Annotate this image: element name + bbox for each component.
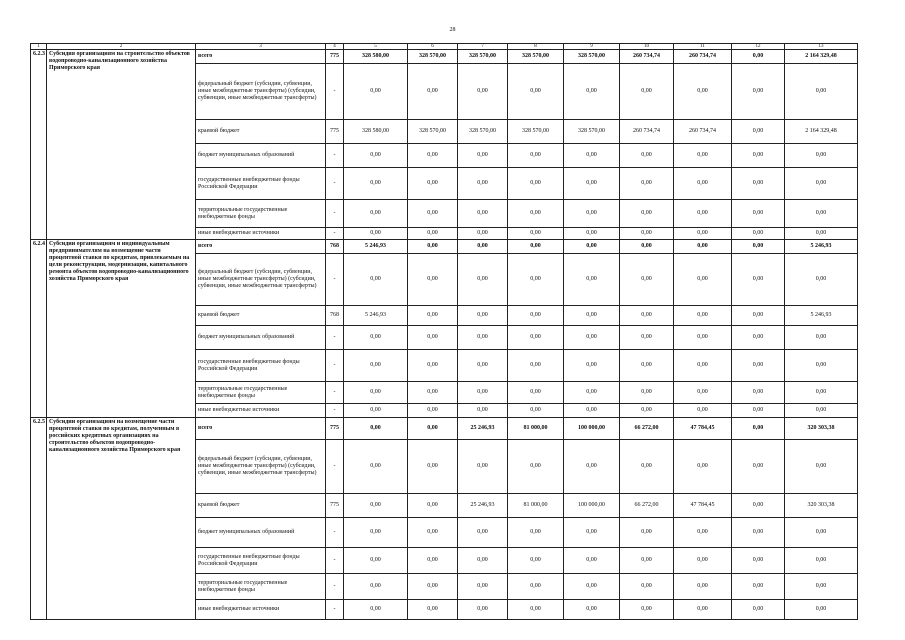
value-cell: 0,00 (458, 404, 508, 418)
value-cell: 0,00 (408, 404, 458, 418)
value-cell: 0,00 (732, 494, 785, 518)
value-cell: 0,00 (785, 440, 858, 494)
value-cell: 0,00 (732, 228, 785, 240)
value-cell: 100 000,00 (564, 494, 620, 518)
value-cell: 0,00 (508, 548, 564, 574)
value-cell: 0,00 (564, 240, 620, 254)
value-cell: 0,00 (564, 326, 620, 350)
value-cell: 0,00 (620, 64, 674, 120)
header-cell: 6 (408, 44, 458, 50)
value-cell: 0,00 (458, 574, 508, 600)
value-cell: 0,00 (620, 548, 674, 574)
admin-code: - (326, 600, 344, 620)
value-cell: 0,00 (408, 382, 458, 404)
funding-source: всего (196, 240, 326, 254)
funding-source: бюджет муниципальных образований (196, 326, 326, 350)
header-cell: 5 (344, 44, 408, 50)
table-row (31, 418, 858, 440)
measure-name: Субсидии организациям и индивидуальным предпринимателям на возмещение части процентной ставки по кредитам, привлекаемым на цели реконструкции, модернизации, капитального ремонта объектов водопроводно-канализационного хозяйства Приморского края (47, 240, 196, 418)
value-cell: 260 734,74 (620, 50, 674, 64)
value-cell: 0,00 (564, 600, 620, 620)
value-cell: 0,00 (732, 200, 785, 228)
funding-source: краевой бюджет (196, 120, 326, 144)
value-cell: 0,00 (620, 382, 674, 404)
admin-code: - (326, 574, 344, 600)
value-cell: 5 246,93 (344, 306, 408, 326)
measure-name: Субсидия организациям на строительство объектов водопроводно-канализационного хозяйства Приморского края (47, 50, 196, 240)
value-cell: 0,00 (785, 600, 858, 620)
value-cell: 0,00 (785, 518, 858, 548)
value-cell: 0,00 (408, 254, 458, 306)
value-cell: 260 734,74 (620, 120, 674, 144)
value-cell: 0,00 (458, 350, 508, 382)
value-cell: 0,00 (732, 240, 785, 254)
value-cell: 0,00 (674, 350, 732, 382)
budget-table (30, 43, 858, 620)
value-cell: 0,00 (344, 228, 408, 240)
value-cell: 0,00 (620, 440, 674, 494)
value-cell: 0,00 (674, 254, 732, 306)
table-row (31, 240, 858, 254)
funding-source: краевой бюджет (196, 306, 326, 326)
value-cell: 0,00 (458, 306, 508, 326)
measure-name: Субсидии организациям на возмещение части процентной ставки по кредитам, полученным в российских кредитных организациях на строительство объектов водопроводно-канализационного хозяйства Приморского края (47, 418, 196, 620)
value-cell: 66 272,00 (620, 418, 674, 440)
value-cell: 0,00 (408, 306, 458, 326)
value-cell: 0,00 (674, 382, 732, 404)
value-cell: 0,00 (344, 254, 408, 306)
value-cell: 0,00 (344, 382, 408, 404)
value-cell: 0,00 (620, 200, 674, 228)
value-cell: 0,00 (732, 600, 785, 620)
admin-code: 768 (326, 240, 344, 254)
value-cell: 0,00 (344, 440, 408, 494)
value-cell: 0,00 (458, 144, 508, 168)
value-cell: 0,00 (732, 144, 785, 168)
funding-source: иные внебюджетные источники (196, 404, 326, 418)
value-cell: 0,00 (674, 168, 732, 200)
value-cell: 0,00 (458, 64, 508, 120)
value-cell: 328 570,00 (458, 120, 508, 144)
value-cell: 260 734,74 (674, 120, 732, 144)
value-cell: 0,00 (732, 64, 785, 120)
row-code: 6.2.4 (31, 240, 47, 418)
funding-source: федеральный бюджет (субсидии, субвенции, иные межбюджетные трансферты) (субсидии, субвенции, иные межбюджетные трансферты) (196, 254, 326, 306)
value-cell: 0,00 (620, 600, 674, 620)
value-cell: 0,00 (674, 228, 732, 240)
value-cell: 0,00 (344, 168, 408, 200)
value-cell: 0,00 (458, 548, 508, 574)
row-code: 6.2.5 (31, 418, 47, 620)
value-cell: 0,00 (508, 518, 564, 548)
value-cell: 0,00 (620, 228, 674, 240)
value-cell: 0,00 (785, 548, 858, 574)
value-cell: 0,00 (564, 64, 620, 120)
value-cell: 0,00 (564, 200, 620, 228)
value-cell: 25 246,93 (458, 494, 508, 518)
value-cell: 47 784,45 (674, 418, 732, 440)
value-cell: 0,00 (408, 440, 458, 494)
value-cell: 0,00 (508, 404, 564, 418)
value-cell: 328 570,00 (564, 50, 620, 64)
value-cell: 0,00 (785, 574, 858, 600)
value-cell: 0,00 (620, 306, 674, 326)
value-cell: 0,00 (674, 600, 732, 620)
value-cell: 0,00 (408, 418, 458, 440)
value-cell: 0,00 (508, 168, 564, 200)
value-cell: 0,00 (344, 404, 408, 418)
value-cell: 0,00 (458, 600, 508, 620)
header-cell: 2 (47, 44, 196, 50)
funding-source: территориальные государственные внебюджетные фонды (196, 200, 326, 228)
value-cell: 0,00 (344, 548, 408, 574)
admin-code: 775 (326, 50, 344, 64)
value-cell: 2 164 329,48 (785, 50, 858, 64)
admin-code: - (326, 382, 344, 404)
value-cell: 0,00 (458, 382, 508, 404)
value-cell: 0,00 (620, 144, 674, 168)
value-cell: 2 164 329,48 (785, 120, 858, 144)
header-cell: 8 (508, 44, 564, 50)
value-cell: 25 246,93 (458, 418, 508, 440)
value-cell: 0,00 (732, 548, 785, 574)
table-row (31, 50, 858, 64)
value-cell: 0,00 (508, 574, 564, 600)
funding-source: всего (196, 50, 326, 64)
header-cell: 7 (458, 44, 508, 50)
value-cell: 0,00 (508, 228, 564, 240)
value-cell: 0,00 (344, 418, 408, 440)
header-cell: 13 (785, 44, 858, 50)
value-cell: 0,00 (408, 494, 458, 518)
funding-source: иные внебюджетные источники (196, 600, 326, 620)
value-cell: 0,00 (564, 518, 620, 548)
value-cell: 0,00 (564, 382, 620, 404)
value-cell: 0,00 (674, 518, 732, 548)
header-cell: 12 (732, 44, 785, 50)
value-cell: 0,00 (674, 144, 732, 168)
value-cell: 0,00 (408, 548, 458, 574)
value-cell: 328 570,00 (408, 50, 458, 64)
value-cell: 0,00 (408, 228, 458, 240)
admin-code: 768 (326, 306, 344, 326)
value-cell: 0,00 (458, 440, 508, 494)
admin-code: - (326, 548, 344, 574)
admin-code: - (326, 144, 344, 168)
value-cell: 0,00 (564, 306, 620, 326)
value-cell: 0,00 (508, 350, 564, 382)
funding-source: краевой бюджет (196, 494, 326, 518)
value-cell: 0,00 (785, 144, 858, 168)
value-cell: 0,00 (620, 404, 674, 418)
value-cell: 0,00 (344, 326, 408, 350)
value-cell: 81 000,00 (508, 494, 564, 518)
value-cell: 0,00 (508, 600, 564, 620)
value-cell: 0,00 (785, 254, 858, 306)
value-cell: 0,00 (344, 64, 408, 120)
admin-code: - (326, 200, 344, 228)
value-cell: 0,00 (674, 404, 732, 418)
header-cell: 10 (620, 44, 674, 50)
value-cell: 0,00 (620, 254, 674, 306)
admin-code: - (326, 350, 344, 382)
funding-source: федеральный бюджет (субсидии, субвенции, иные межбюджетные трансферты) (субсидии, субвенции, иные межбюджетные трансферты) (196, 64, 326, 120)
admin-code: - (326, 518, 344, 548)
value-cell: 260 734,74 (674, 50, 732, 64)
value-cell: 328 570,00 (458, 50, 508, 64)
value-cell: 0,00 (732, 168, 785, 200)
value-cell: 0,00 (564, 574, 620, 600)
value-cell: 0,00 (674, 548, 732, 574)
value-cell: 0,00 (508, 440, 564, 494)
value-cell: 0,00 (508, 382, 564, 404)
table-body (31, 44, 858, 620)
value-cell: 0,00 (458, 168, 508, 200)
funding-source: государственные внебюджетные фонды Российской Федерации (196, 350, 326, 382)
value-cell: 0,00 (674, 200, 732, 228)
value-cell: 0,00 (408, 168, 458, 200)
value-cell: 0,00 (508, 326, 564, 350)
value-cell: 0,00 (674, 64, 732, 120)
admin-code: - (326, 228, 344, 240)
value-cell: 0,00 (564, 404, 620, 418)
value-cell: 0,00 (508, 254, 564, 306)
admin-code: - (326, 254, 344, 306)
admin-code: - (326, 440, 344, 494)
value-cell: 0,00 (732, 120, 785, 144)
header-cell: 3 (196, 44, 326, 50)
value-cell: 5 246,93 (785, 306, 858, 326)
value-cell: 0,00 (508, 200, 564, 228)
value-cell: 0,00 (674, 574, 732, 600)
value-cell: 0,00 (458, 326, 508, 350)
value-cell: 0,00 (785, 200, 858, 228)
value-cell: 0,00 (620, 168, 674, 200)
value-cell: 0,00 (408, 600, 458, 620)
value-cell: 0,00 (564, 144, 620, 168)
value-cell: 0,00 (408, 518, 458, 548)
value-cell: 0,00 (344, 200, 408, 228)
value-cell: 0,00 (344, 144, 408, 168)
value-cell: 0,00 (785, 404, 858, 418)
page-number: 28 (449, 27, 456, 33)
value-cell: 5 246,93 (785, 240, 858, 254)
value-cell: 0,00 (408, 64, 458, 120)
value-cell: 47 784,45 (674, 494, 732, 518)
admin-code: 775 (326, 494, 344, 518)
value-cell: 0,00 (564, 548, 620, 574)
value-cell: 0,00 (564, 254, 620, 306)
funding-source: федеральный бюджет (субсидии, субвенции, иные межбюджетные трансферты) (субсидии, субвенции, иные межбюджетные трансферты) (196, 440, 326, 494)
value-cell: 328 570,00 (508, 120, 564, 144)
value-cell: 0,00 (620, 240, 674, 254)
header-cell: 9 (564, 44, 620, 50)
funding-source: бюджет муниципальных образований (196, 144, 326, 168)
value-cell: 0,00 (344, 574, 408, 600)
value-cell: 5 246,93 (344, 240, 408, 254)
header-cell: 11 (674, 44, 732, 50)
value-cell: 0,00 (408, 144, 458, 168)
value-cell: 0,00 (564, 228, 620, 240)
value-cell: 0,00 (620, 350, 674, 382)
admin-code: 775 (326, 418, 344, 440)
value-cell: 0,00 (732, 50, 785, 64)
value-cell: 0,00 (674, 306, 732, 326)
value-cell: 0,00 (785, 350, 858, 382)
admin-code: 775 (326, 120, 344, 144)
value-cell: 0,00 (458, 254, 508, 306)
value-cell: 100 000,00 (564, 418, 620, 440)
value-cell: 328 580,00 (344, 50, 408, 64)
value-cell: 81 000,00 (508, 418, 564, 440)
value-cell: 0,00 (564, 440, 620, 494)
admin-code: - (326, 168, 344, 200)
row-code: 6.2.3 (31, 50, 47, 240)
value-cell: 0,00 (732, 382, 785, 404)
value-cell: 0,00 (674, 240, 732, 254)
value-cell: 0,00 (458, 240, 508, 254)
header-cell: 4 (326, 44, 344, 50)
value-cell: 0,00 (732, 306, 785, 326)
funding-source: государственные внебюджетные фонды Российской Федерации (196, 548, 326, 574)
value-cell: 328 580,00 (344, 120, 408, 144)
funding-source: территориальные государственные внебюджетные фонды (196, 382, 326, 404)
value-cell: 0,00 (732, 326, 785, 350)
funding-source: бюджет муниципальных образований (196, 518, 326, 548)
value-cell: 0,00 (620, 518, 674, 548)
admin-code: - (326, 404, 344, 418)
value-cell: 0,00 (732, 404, 785, 418)
value-cell: 66 272,00 (620, 494, 674, 518)
value-cell: 0,00 (785, 382, 858, 404)
value-cell: 0,00 (564, 168, 620, 200)
value-cell: 0,00 (732, 254, 785, 306)
value-cell: 328 570,00 (564, 120, 620, 144)
funding-source: иные внебюджетные источники (196, 228, 326, 240)
value-cell: 328 570,00 (408, 120, 458, 144)
value-cell: 0,00 (408, 200, 458, 228)
value-cell: 0,00 (458, 518, 508, 548)
value-cell: 0,00 (785, 64, 858, 120)
value-cell: 0,00 (508, 64, 564, 120)
admin-code: - (326, 64, 344, 120)
header-cell: 1 (31, 44, 47, 50)
value-cell: 0,00 (458, 228, 508, 240)
value-cell: 0,00 (458, 200, 508, 228)
value-cell: 328 570,00 (508, 50, 564, 64)
value-cell: 0,00 (344, 494, 408, 518)
funding-source: территориальные государственные внебюджетные фонды (196, 574, 326, 600)
value-cell: 0,00 (344, 518, 408, 548)
value-cell: 0,00 (785, 228, 858, 240)
value-cell: 0,00 (674, 440, 732, 494)
value-cell: 0,00 (508, 306, 564, 326)
value-cell: 0,00 (732, 574, 785, 600)
value-cell: 0,00 (732, 350, 785, 382)
value-cell: 0,00 (564, 350, 620, 382)
value-cell: 0,00 (732, 440, 785, 494)
value-cell: 320 303,38 (785, 418, 858, 440)
value-cell: 0,00 (785, 168, 858, 200)
value-cell: 0,00 (674, 326, 732, 350)
value-cell: 0,00 (620, 326, 674, 350)
value-cell: 0,00 (344, 350, 408, 382)
value-cell: 0,00 (344, 600, 408, 620)
value-cell: 0,00 (732, 418, 785, 440)
value-cell: 320 303,38 (785, 494, 858, 518)
value-cell: 0,00 (408, 574, 458, 600)
value-cell: 0,00 (508, 240, 564, 254)
funding-source: государственные внебюджетные фонды Российской Федерации (196, 168, 326, 200)
value-cell: 0,00 (732, 518, 785, 548)
value-cell: 0,00 (785, 326, 858, 350)
value-cell: 0,00 (620, 574, 674, 600)
value-cell: 0,00 (408, 240, 458, 254)
funding-source: всего (196, 418, 326, 440)
value-cell: 0,00 (508, 144, 564, 168)
admin-code: - (326, 326, 344, 350)
value-cell: 0,00 (408, 350, 458, 382)
value-cell: 0,00 (408, 326, 458, 350)
